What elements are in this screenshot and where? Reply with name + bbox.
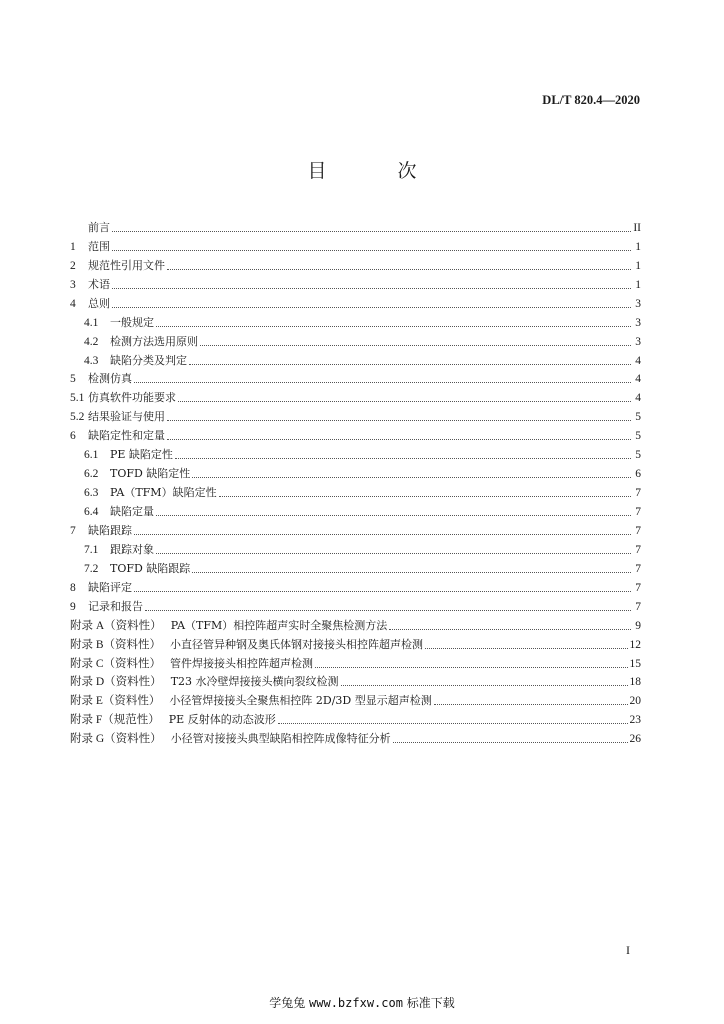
toc-entry[interactable] (70, 387, 641, 406)
toc-entry-page: 3 (635, 297, 641, 310)
toc-entry-number: 附录 F（规范性） (70, 714, 160, 727)
toc-entry[interactable] (70, 369, 641, 388)
page-title: 目 次 (307, 160, 443, 182)
toc-entry-number: 附录 A（资料性） (70, 619, 162, 632)
toc-entry-page: 7 (635, 562, 641, 575)
toc-entry-page: 3 (635, 316, 641, 329)
toc-entry[interactable] (70, 350, 641, 369)
toc-entry-number: 1 (70, 240, 76, 253)
toc-entry[interactable] (70, 482, 641, 501)
toc-entry-label: 规范性引用文件 (88, 258, 165, 272)
toc-entry-label: T23 水冷壁焊接接头横向裂纹检测 (170, 675, 339, 689)
toc-entry-page: 7 (635, 487, 641, 500)
toc-entry-label: PE 缺陷定性 (110, 448, 173, 462)
toc-entry-page: 1 (635, 240, 641, 253)
toc-leader-dots (189, 364, 631, 365)
toc-entry-number: 2 (70, 259, 76, 272)
table-of-contents (70, 217, 641, 747)
toc-leader-dots (219, 496, 631, 497)
toc-entry-page: 7 (635, 600, 641, 613)
toc-entry[interactable] (70, 293, 641, 312)
toc-leader-dots (156, 515, 631, 516)
toc-entry[interactable] (70, 463, 641, 482)
toc-entry-number: 9 (70, 600, 76, 613)
toc-entry-page: 4 (635, 392, 641, 405)
toc-entry-page: 15 (629, 657, 641, 670)
watermark-site: 学兔兔 (269, 996, 306, 1010)
toc-entry[interactable] (70, 255, 641, 274)
toc-entry-label: PA（TFM）缺陷定性 (110, 486, 217, 500)
toc-leader-dots (425, 648, 627, 649)
toc-leader-dots (112, 307, 631, 308)
toc-leader-dots (167, 439, 631, 440)
toc-leader-dots (134, 534, 631, 535)
page-number: I (626, 943, 630, 957)
toc-entry[interactable] (70, 236, 641, 255)
toc-entry-page: 3 (635, 335, 641, 348)
toc-entry[interactable] (70, 690, 641, 709)
toc-entry-number: 4.2 (84, 335, 99, 348)
toc-leader-dots (156, 553, 631, 554)
toc-entry-page: 20 (629, 695, 641, 708)
toc-entry-page: 26 (629, 733, 641, 746)
toc-entry-label: 小径管对接接头典型缺陷相控阵成像特征分析 (170, 732, 391, 746)
toc-leader-dots (192, 477, 631, 478)
toc-entry-label: 结果验证与使用 (88, 410, 165, 424)
toc-entry-label: 缺陷跟踪 (88, 523, 132, 537)
toc-entry-number: 5 (70, 373, 76, 386)
toc-entry[interactable] (70, 444, 641, 463)
toc-entry-number: 6.3 (84, 487, 99, 500)
toc-entry-number: 附录 E（资料性） (70, 695, 161, 708)
toc-entry[interactable] (70, 653, 641, 672)
toc-entry-label: 缺陷定量 (110, 505, 154, 518)
toc-entry-label: 缺陷评定 (88, 580, 132, 594)
toc-entry[interactable] (70, 406, 641, 425)
toc-leader-dots (134, 382, 631, 383)
toc-entry[interactable] (70, 615, 641, 634)
toc-entry-page: II (633, 221, 641, 234)
toc-entry-number: 6.1 (84, 449, 99, 462)
toc-entry-number: 4.1 (84, 316, 99, 329)
toc-entry-page: 23 (629, 714, 641, 727)
document-code: DL/T 820.4—2020 (542, 93, 640, 107)
toc-entry-page: 7 (635, 506, 641, 518)
toc-entry-number: 附录 G（资料性） (70, 733, 162, 746)
footer-watermark (0, 994, 724, 1011)
toc-entry-number: 5.2 (70, 411, 85, 424)
toc-entry[interactable] (70, 331, 641, 350)
toc-leader-dots (175, 458, 631, 459)
toc-entry-label: 总则 (88, 296, 110, 310)
toc-entry[interactable] (70, 312, 641, 331)
toc-leader-dots (434, 704, 628, 705)
toc-entry-page: 1 (635, 259, 641, 272)
toc-entry-label: 范围 (88, 239, 110, 253)
toc-entry-page: 12 (629, 638, 641, 651)
toc-entry-number: 3 (70, 278, 76, 291)
toc-leader-dots (167, 269, 631, 270)
toc-entry[interactable] (70, 425, 641, 444)
toc-entry[interactable] (70, 577, 641, 596)
toc-leader-dots (145, 610, 631, 611)
watermark-text: 标准下载 (406, 996, 455, 1010)
toc-entry-label: 一般规定 (110, 315, 154, 329)
toc-entry-number: 6 (70, 430, 76, 443)
toc-leader-dots (389, 629, 631, 630)
toc-leader-dots (156, 326, 631, 327)
toc-leader-dots (112, 231, 631, 232)
toc-entry-number: 6.2 (84, 468, 99, 481)
toc-entry[interactable] (70, 501, 641, 520)
toc-entry-page: 7 (635, 524, 641, 537)
toc-entry-page: 18 (629, 676, 641, 689)
toc-leader-dots (134, 591, 631, 592)
toc-entry-page: 4 (635, 373, 641, 386)
toc-entry-number: 6.4 (84, 506, 99, 518)
toc-entry[interactable] (70, 274, 641, 293)
toc-entry-number: 7 (70, 524, 76, 537)
toc-entry-page: 5 (635, 430, 641, 443)
toc-entry-number: 4.3 (84, 354, 99, 367)
toc-entry-number: 5.1 (70, 392, 85, 405)
toc-entry-page: 5 (635, 411, 641, 424)
toc-entry-label: 跟踪对象 (110, 542, 154, 556)
toc-entry-number: 4 (70, 297, 76, 310)
toc-entry-label: 小径管焊接接头全聚焦相控阵 2D/3D 型显示超声检测 (169, 694, 432, 708)
toc-leader-dots (167, 420, 631, 421)
watermark-url: www.bzfxw.com (309, 996, 403, 1010)
toc-entry-number: 7.1 (84, 543, 99, 556)
toc-leader-dots (278, 723, 628, 724)
toc-entry-label: 术语 (88, 277, 110, 291)
toc-entry-page: 7 (635, 543, 641, 556)
toc-entry-page: 9 (635, 619, 641, 632)
toc-entry[interactable] (70, 634, 641, 653)
toc-entry-number: 附录 C（资料性） (70, 657, 162, 670)
toc-entry-label: PA（TFM）相控阵超声实时全聚焦检测方法 (170, 618, 388, 632)
toc-entry-label: TOFD 缺陷跟踪 (110, 561, 191, 575)
toc-entry-label: 缺陷分类及判定 (110, 353, 187, 367)
toc-leader-dots (341, 685, 628, 686)
toc-entry-label: 缺陷定性和定量 (88, 429, 165, 443)
toc-leader-dots (393, 742, 628, 743)
toc-entry-label: TOFD 缺陷定性 (110, 467, 191, 481)
toc-leader-dots (112, 250, 631, 251)
toc-entry[interactable] (70, 672, 641, 691)
toc-entry-number: 8 (70, 581, 76, 594)
toc-leader-dots (112, 288, 631, 289)
toc-entry[interactable] (70, 558, 641, 577)
toc-entry-label: 管件焊接接头相控阵超声检测 (170, 656, 314, 670)
toc-entry-number: 附录 D（资料性） (70, 676, 162, 689)
toc-entry[interactable] (70, 520, 641, 539)
toc-entry-page: 5 (635, 449, 641, 462)
toc-entry[interactable] (70, 217, 641, 236)
toc-entry-page: 1 (635, 278, 641, 291)
toc-entry-label: 前言 (88, 220, 110, 234)
toc-leader-dots (315, 667, 627, 668)
toc-entry[interactable] (70, 539, 641, 558)
toc-entry-page: 7 (635, 581, 641, 594)
toc-entry-label: 检测仿真 (88, 372, 132, 386)
toc-entry-label: 检测方法选用原则 (110, 334, 198, 348)
toc-entry-number: 7.2 (84, 562, 99, 575)
toc-leader-dots (192, 572, 631, 573)
toc-leader-dots (200, 345, 631, 346)
toc-entry-label: 仿真软件功能要求 (88, 391, 176, 405)
toc-entry-label: 记录和报告 (88, 599, 143, 613)
toc-entry-label: 小直径管异种钢及奥氏体钢对接接头相控阵超声检测 (170, 637, 424, 651)
toc-entry[interactable] (70, 596, 641, 615)
toc-entry-page: 6 (635, 468, 641, 481)
toc-entry-label: PE 反射体的动态波形 (168, 713, 276, 727)
toc-entry-page: 4 (635, 354, 641, 367)
toc-entry[interactable] (70, 728, 641, 747)
toc-entry[interactable] (70, 709, 641, 728)
toc-entry-number: 附录 B（资料性） (70, 638, 162, 651)
toc-leader-dots (178, 401, 631, 402)
